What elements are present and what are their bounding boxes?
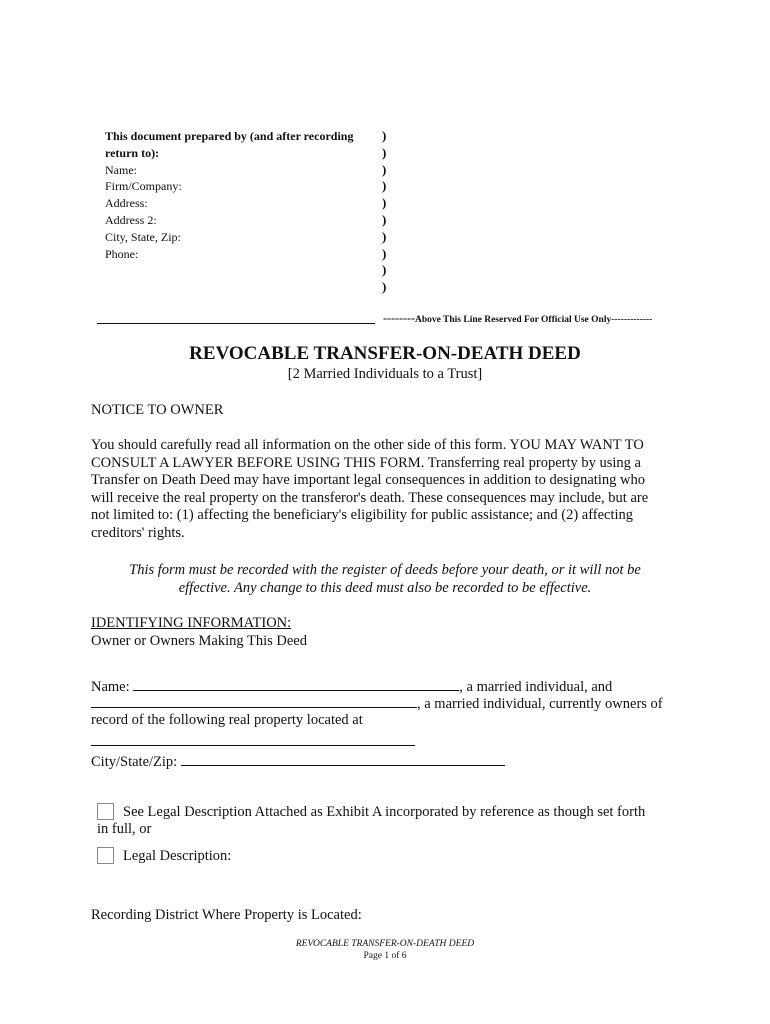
warning-line: This form must be recorded with the register of deeds before your death, or it will not be [129, 562, 641, 578]
warning-line: effective. Any change to this deed must also be recorded to be effective. [178, 579, 592, 596]
paren: ) [382, 211, 387, 227]
notice-heading: NOTICE TO OWNER [91, 402, 224, 418]
preparer-firm-label: Firm/Company: [105, 179, 182, 194]
official-dash-right: ------------- [611, 315, 653, 325]
identifying-section [91, 615, 307, 650]
owner2-name-field[interactable] [91, 695, 417, 708]
notice-line: CONSULT A LAWYER BEFORE USING THIS FORM. Transferring real property by using a [91, 454, 641, 471]
official-dash-left: -------- [383, 311, 415, 325]
city-state-zip-line [91, 753, 505, 772]
owner2-name-line [91, 695, 663, 714]
notice-line: will receive the real property on the transferor's death. These consequences may include, but are [91, 489, 649, 506]
recording-warning [0, 562, 770, 597]
property-location-field[interactable] [91, 745, 415, 746]
official-use-line [383, 311, 652, 326]
legal-description-checkbox[interactable] [97, 847, 114, 864]
notice-line: creditors' rights. [91, 524, 185, 541]
preparer-divider-line [97, 323, 375, 324]
identifying-heading: IDENTIFYING INFORMATION: [91, 615, 292, 631]
notice-paragraph [91, 437, 681, 543]
paren: ) [382, 195, 387, 211]
preparer-heading-line2: return to): [105, 145, 160, 160]
identifying-subheading: Owner or Owners Making This Deed [91, 632, 307, 649]
legal-description-label: Legal Description: [123, 848, 232, 864]
paren: ) [382, 279, 387, 295]
city-state-zip-label: City/State/Zip: [91, 754, 178, 770]
paren-column [382, 128, 386, 296]
owner-name-line [91, 678, 612, 697]
name-label: Name: [91, 679, 130, 695]
paren: ) [382, 178, 387, 194]
paren: ) [382, 262, 387, 278]
footer-page-number: Page 1 of 6 [363, 951, 407, 961]
preparer-address-label: Address: [105, 196, 148, 211]
recording-district-label: Recording District Where Property is Located: [91, 907, 362, 923]
footer-title: REVOCABLE TRANSFER-ON-DEATH DEED [295, 939, 475, 949]
notice-line: You should carefully read all information on the other side of this form. YOU MAY WANT TO [91, 437, 644, 453]
official-use-text: Above This Line Reserved For Official Use Only [414, 315, 612, 325]
preparer-city-label: City, State, Zip: [105, 229, 181, 244]
owner2-suffix: , a married individual, currently owners of [417, 696, 663, 712]
record-text: record of the following real property located at [91, 712, 363, 728]
preparer-heading-line1: This document prepared by (and after recording [105, 129, 354, 143]
paren: ) [382, 228, 387, 244]
preparer-phone-label: Phone: [105, 246, 139, 261]
owner1-suffix: , a married individual, and [459, 679, 613, 695]
preparer-address2-label: Address 2: [105, 212, 157, 227]
exhibit-a-label-line1: See Legal Description Attached as Exhibit A incorporated by reference as though set forth [123, 804, 646, 820]
preparer-name-label: Name: [105, 162, 137, 177]
preparer-block [105, 128, 353, 262]
exhibit-a-checkbox[interactable] [97, 803, 114, 820]
paren: ) [382, 161, 387, 177]
notice-line: not limited to: (1) affecting the beneficiary's eligibility for public assistance; and (2) affecting [91, 507, 634, 524]
paren: ) [382, 144, 387, 160]
paren: ) [382, 128, 387, 143]
notice-line: Transfer on Death Deed may have important legal consequences in addition to designating who [91, 472, 645, 489]
document-title: REVOCABLE TRANSFER-ON-DEATH DEED [189, 343, 581, 364]
paren: ) [382, 245, 387, 261]
document-subtitle: [2 Married Individuals to a Trust] [287, 366, 483, 382]
city-state-zip-field[interactable] [181, 753, 505, 766]
owner1-name-field[interactable] [133, 678, 459, 691]
exhibit-a-label-line2: in full, or [97, 821, 152, 837]
